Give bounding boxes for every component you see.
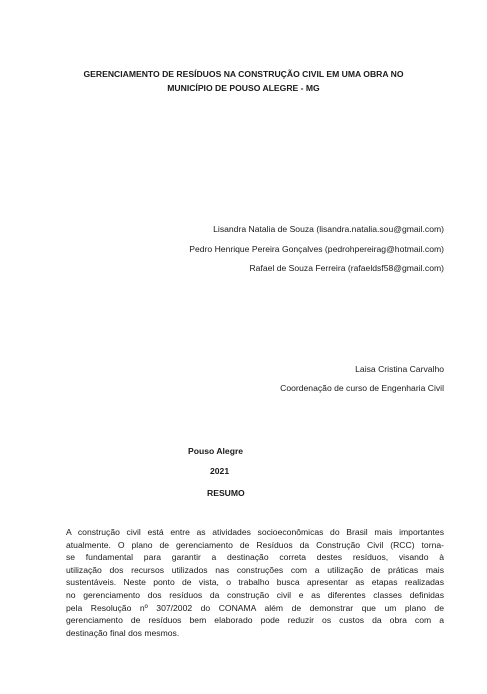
abstract-line: no gerenciamento dos resíduos da construção civil e as diferentes classes definidas [66,589,444,600]
advisor-block [280,360,444,398]
abstract-line: pela Resolução nº 307/2002 do CONAMA além de demonstrar que um plano de [66,602,444,613]
abstract-line: gerenciamento de resíduos bem elaborado pode reduzir os custos da obra com a [66,615,444,626]
abstract-line: A construção civil está entre as atividades socioeconômicas do Brasil mais importantes [66,527,444,537]
document-title [60,68,427,95]
author-2: Pedro Henrique Pereira Gonçalves (pedrohpereirag@hotmail.com) [189,243,444,254]
author-3: Rafael de Souza Ferreira (rafaeldsf58@gmail.com) [249,263,444,274]
advisor-role: Coordenação de curso de Engenharia Civil [280,383,444,393]
title-line-1: GERENCIAMENTO DE RESÍDUOS NA CONSTRUÇÃO CIVIL EM UMA OBRA NO [83,69,404,79]
abstract-line: se fundamental para garantir a destinação correta destes resíduos, visando à [66,552,444,563]
abstract-line: destinação final dos mesmos. [66,627,180,638]
title-line-2: MUNICÍPIO DE POUSO ALEGRE - MG [167,82,320,93]
abstract-line: sustentáveis. Neste ponto de vista, o trabalho busca apresentar as etapas realizadas [66,577,444,588]
place-name: Pouso Alegre [188,446,244,456]
abstract-heading: RESUMO [207,488,245,498]
abstract-line: utilização dos recursos utilizados nas construções com a utilização de práticas mais [66,564,444,575]
abstract-body [66,526,444,639]
author-1: Lisandra Natalia de Souza (lisandra.natalia.sou@gmail.com) [213,224,444,234]
abstract-line: atualmente. O plano de gerenciamento de Resíduos da Construção Civil (RCC) torna- [66,539,444,550]
authors-block [189,220,444,279]
year: 2021 [210,466,230,476]
advisor-name: Laisa Cristina Carvalho [355,364,444,374]
